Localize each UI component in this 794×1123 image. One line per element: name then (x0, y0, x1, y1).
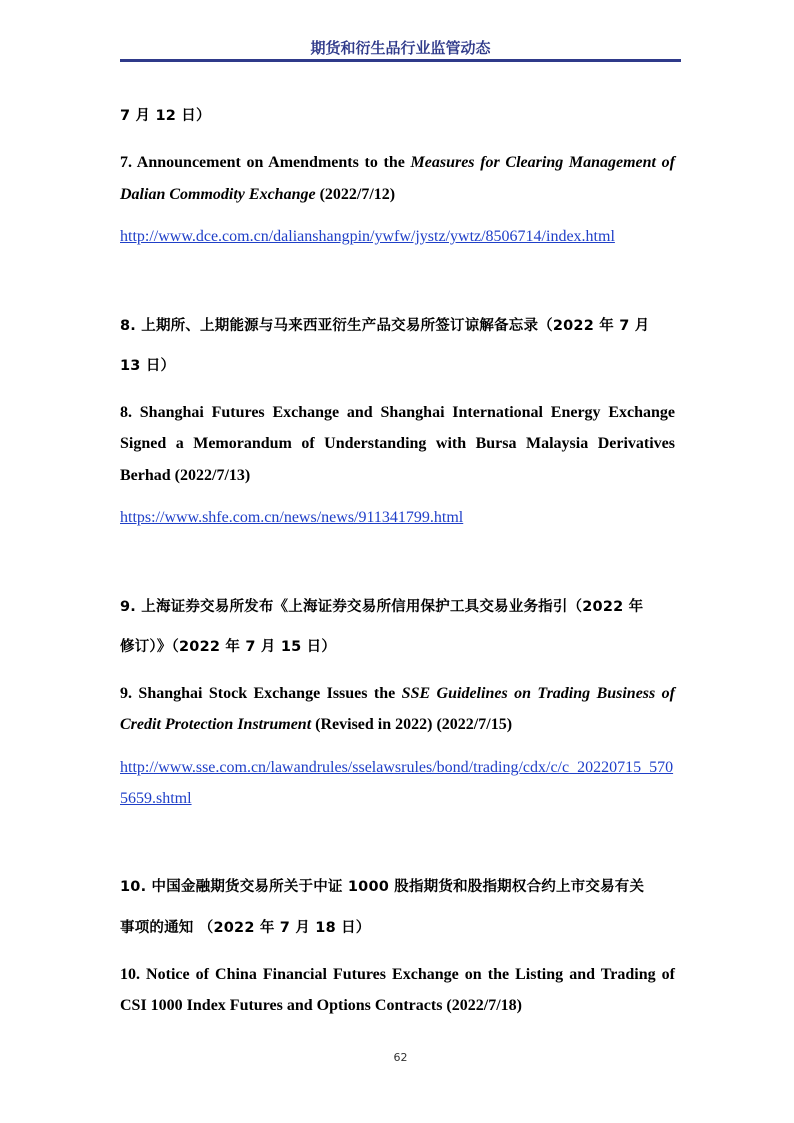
item-10-english-title-line-2: CSI 1000 Index Futures and Options Contracts (2022/7/18) (120, 997, 522, 1014)
item-9-chinese-title-line-2: 修订）》（2022 年 7 月 15 日） (120, 639, 337, 655)
header-rule (120, 59, 681, 62)
item-9-guideline-title-cont: Credit Protection Instrument (120, 716, 312, 733)
item-10-chinese-title-line-2: 事项的通知 （2022 年 7 月 18 日） (120, 920, 371, 936)
item-9-english-title-line-1: 9. Shanghai Stock Exchange Issues the SSE Guidelines on Trading Business of (120, 685, 676, 702)
item-7-measure-title-cont: Dalian Commodity Exchange (120, 186, 316, 203)
item-9-chinese-title-line-1: 9. 上海证券交易所发布《上海证券交易所信用保护工具交易业务指引（2022 年 (120, 599, 644, 615)
item-7-chinese-title-line-2: 7 月 12 日） (120, 108, 211, 124)
item-8-english-title-line-1: 8. Shanghai Futures Exchange and Shanghai International Energy Exchange (120, 404, 675, 421)
page-number: 62 (393, 1051, 408, 1064)
item-9-source-link-line-1[interactable]: http://www.sse.com.cn/lawandrules/sselawsrules/bond/trading/cdx/c/c_20220715_570 (120, 759, 674, 776)
item-10-english-title-line-1: 10. Notice of China Financial Futures Exchange on the Listing and Trading of (120, 966, 675, 983)
item-7-measure-title: Measures for Clearing Management of (410, 154, 676, 171)
item-10-chinese-title-line-1: 10. 中国金融期货交易所关于中证 1000 股指期货和股指期权合约上市交易有关 (120, 879, 645, 895)
item-9-source-link-line-2[interactable]: 5659.shtml (120, 790, 192, 807)
item-7-source-link[interactable]: http://www.dce.com.cn/dalianshangpin/ywfw/jystz/ywtz/8506714/index.html (120, 228, 615, 245)
item-8-source-link[interactable]: https://www.shfe.com.cn/news/news/911341799.html (120, 509, 464, 526)
item-8-english-title-line-3: Berhad (2022/7/13) (120, 467, 251, 484)
running-header: 期货和衍生品行业监管动态 (310, 39, 491, 57)
item-9-guideline-title: SSE Guidelines on Trading Business of (401, 685, 676, 702)
item-8-chinese-title-line-1: 8. 上期所、上期能源与马来西亚衍生产品交易所签订谅解备忘录（2022 年 7 月 (120, 318, 650, 334)
item-8-chinese-title-line-2: 13 日） (120, 358, 176, 374)
item-7-english-title-line-2: Dalian Commodity Exchange (2022/7/12) (120, 186, 396, 203)
item-8-english-title-line-2: Signed a Memorandum of Understanding with Bursa Malaysia Derivatives (120, 435, 675, 452)
item-9-english-title-line-2: Credit Protection Instrument (Revised in 2022) (2022/7/15) (120, 716, 513, 733)
item-7-english-title-line-1: 7. Announcement on Amendments to the Measures for Clearing Management of (120, 154, 676, 171)
